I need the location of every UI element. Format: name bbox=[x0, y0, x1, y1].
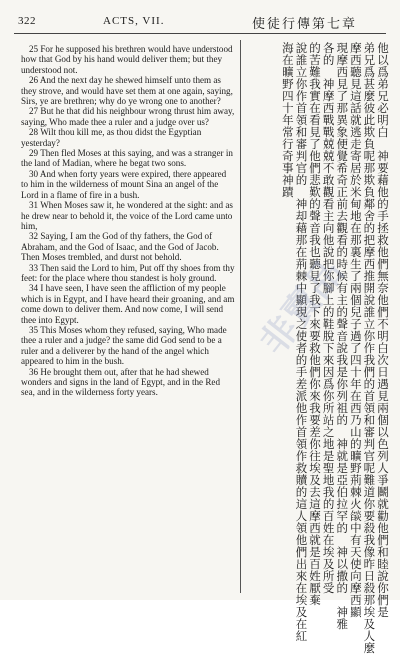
verse-number: 29 bbox=[29, 148, 39, 159]
chinese-text-line: 現摩西見了那異象便覺希奇正前去觀看的時候有主的聲音說我是你列祖的 神就是亞伯拉罕的 神以撒的 神雅 bbox=[335, 42, 350, 630]
verse-text: Wilt thou kill me, as thou didst the Egyptian yesterday? bbox=[21, 127, 202, 148]
verse-text: He brought them out, after that he had shewed wonders and signs in the land of Egypt, and in the Red sea, and in the wilderness forty years. bbox=[21, 366, 221, 398]
verse bbox=[21, 75, 235, 106]
verse-number: 35 bbox=[29, 324, 39, 335]
verse-number: 27 bbox=[29, 106, 39, 117]
chinese-text-line: 的苦難我實在看見了他們悲歎的聲音我也聽見了我下來要救他們你來我要差你往埃及去這摩西就是百姓厭棄 bbox=[308, 42, 323, 606]
verse-text: Then said the Lord to him, Put off thy shoes from thy feet: for the place where thou standest is holy ground. bbox=[21, 262, 235, 283]
chinese-text-line: 弟兄爲甚麼彼此欺負呢那欺負鄰舍的把摩西推開說誰立你作我們的首領和審判官呢難道你要殺我像昨日殺那埃及人麼 bbox=[362, 42, 377, 654]
verse bbox=[21, 231, 235, 262]
page-number: 322 bbox=[18, 15, 36, 27]
verse bbox=[21, 200, 235, 231]
verse bbox=[21, 127, 235, 148]
verse-text: This Moses whom they refused, saying, Who made thee a ruler and a judge? the same did God send to be a ruler and a deliverer by the hand of the angel which appeared to him in the bush. bbox=[21, 324, 227, 367]
verse-text: Saying, I am the God of thy fathers, the God of Abraham, and the God of Isaac, and the God of Jacob. Then Moses trembled, and durst not behold. bbox=[21, 231, 219, 263]
verse-text: I have seen, I have seen the affliction of my people which is in Egypt, and I have heard their groaning, and am come down to deliver them. And now come, I will send thee into Egypt. bbox=[21, 283, 235, 325]
chinese-text-column bbox=[244, 42, 390, 654]
verse bbox=[21, 263, 235, 284]
chinese-text-line: 海在曠野四十年常行奇事神蹟 bbox=[280, 42, 295, 198]
verse-number: 31 bbox=[29, 200, 39, 211]
english-text-column bbox=[21, 44, 235, 589]
running-head bbox=[0, 12, 400, 30]
verse bbox=[21, 169, 235, 200]
verse-number: 30 bbox=[29, 168, 39, 179]
verse bbox=[21, 44, 235, 75]
header-rule bbox=[14, 33, 386, 34]
verse bbox=[21, 106, 235, 127]
verse-text: When Moses saw it, he wondered at the sight: and as he drew near to behold it, the voice of the Lord came unto him, bbox=[21, 200, 233, 231]
verse-number: 28 bbox=[29, 127, 39, 138]
verse-text: For he supposed his brethren would have understood how that God by his hand would deliver them; but they understood not. bbox=[21, 44, 233, 75]
chinese-text-line: 說誰立你作首領和審判官的 神却藉那在荊棘中顯現之使者的手差派他作首領作救贖的這人領他們出來在埃及在紅 bbox=[294, 42, 309, 642]
verse bbox=[21, 325, 235, 367]
verse-number: 25 bbox=[29, 44, 39, 54]
watermark-stamp: 非賣品 bbox=[252, 252, 352, 363]
chinese-text-line: 各的 神摩西戰戰兢兢不敢觀看主向他說把你腳上的鞋脫下來因爲你所站之地是聖地我的百姓在埃及所受 bbox=[321, 42, 336, 594]
verse-text: And the next day he shewed himself unto them as they strove, and would have set them at one again, saying, Sirs, ye are brethren; why do ye wrong one to another? bbox=[21, 75, 233, 107]
chinese-running-title: 使徒行傳第七章 bbox=[252, 16, 358, 31]
verse-text: But he that did his neighbour wrong thrust him away, saying, Who made thee a ruler and a judge over us? bbox=[21, 106, 235, 127]
chinese-text-line: 摩西聽見這話就逃走寄居於米甸地在那裏生了兩個兒子過了四十年在西乃山的曠野荊棘火燄中有天使向摩西顯 bbox=[348, 42, 363, 618]
verse-number: 34 bbox=[29, 283, 39, 294]
verse bbox=[21, 283, 235, 325]
verse-number: 32 bbox=[29, 231, 39, 242]
verse bbox=[21, 148, 235, 169]
chinese-text-line: 他以爲弟兄必明白 神要藉他的手拯救他們無奈他們不明白次日遇見兩個以色列人爭鬭就勸他們和睦說你們是 bbox=[376, 42, 390, 618]
column-divider bbox=[240, 40, 241, 593]
chapter-heading: ACTS, VII. bbox=[103, 15, 165, 27]
verse bbox=[21, 367, 235, 398]
verse-number: 26 bbox=[29, 75, 39, 86]
verse-text: Then fled Moses at this saying, and was a stranger in the land of Madian, where he begat two sons. bbox=[21, 148, 233, 169]
verse-text: And when forty years were expired, there appeared to him in the wilderness of mount Sina an angel of the Lord in a flame of fire in a bush. bbox=[21, 168, 227, 200]
verse-number: 33 bbox=[29, 262, 39, 273]
verse-number: 36 bbox=[29, 366, 39, 377]
